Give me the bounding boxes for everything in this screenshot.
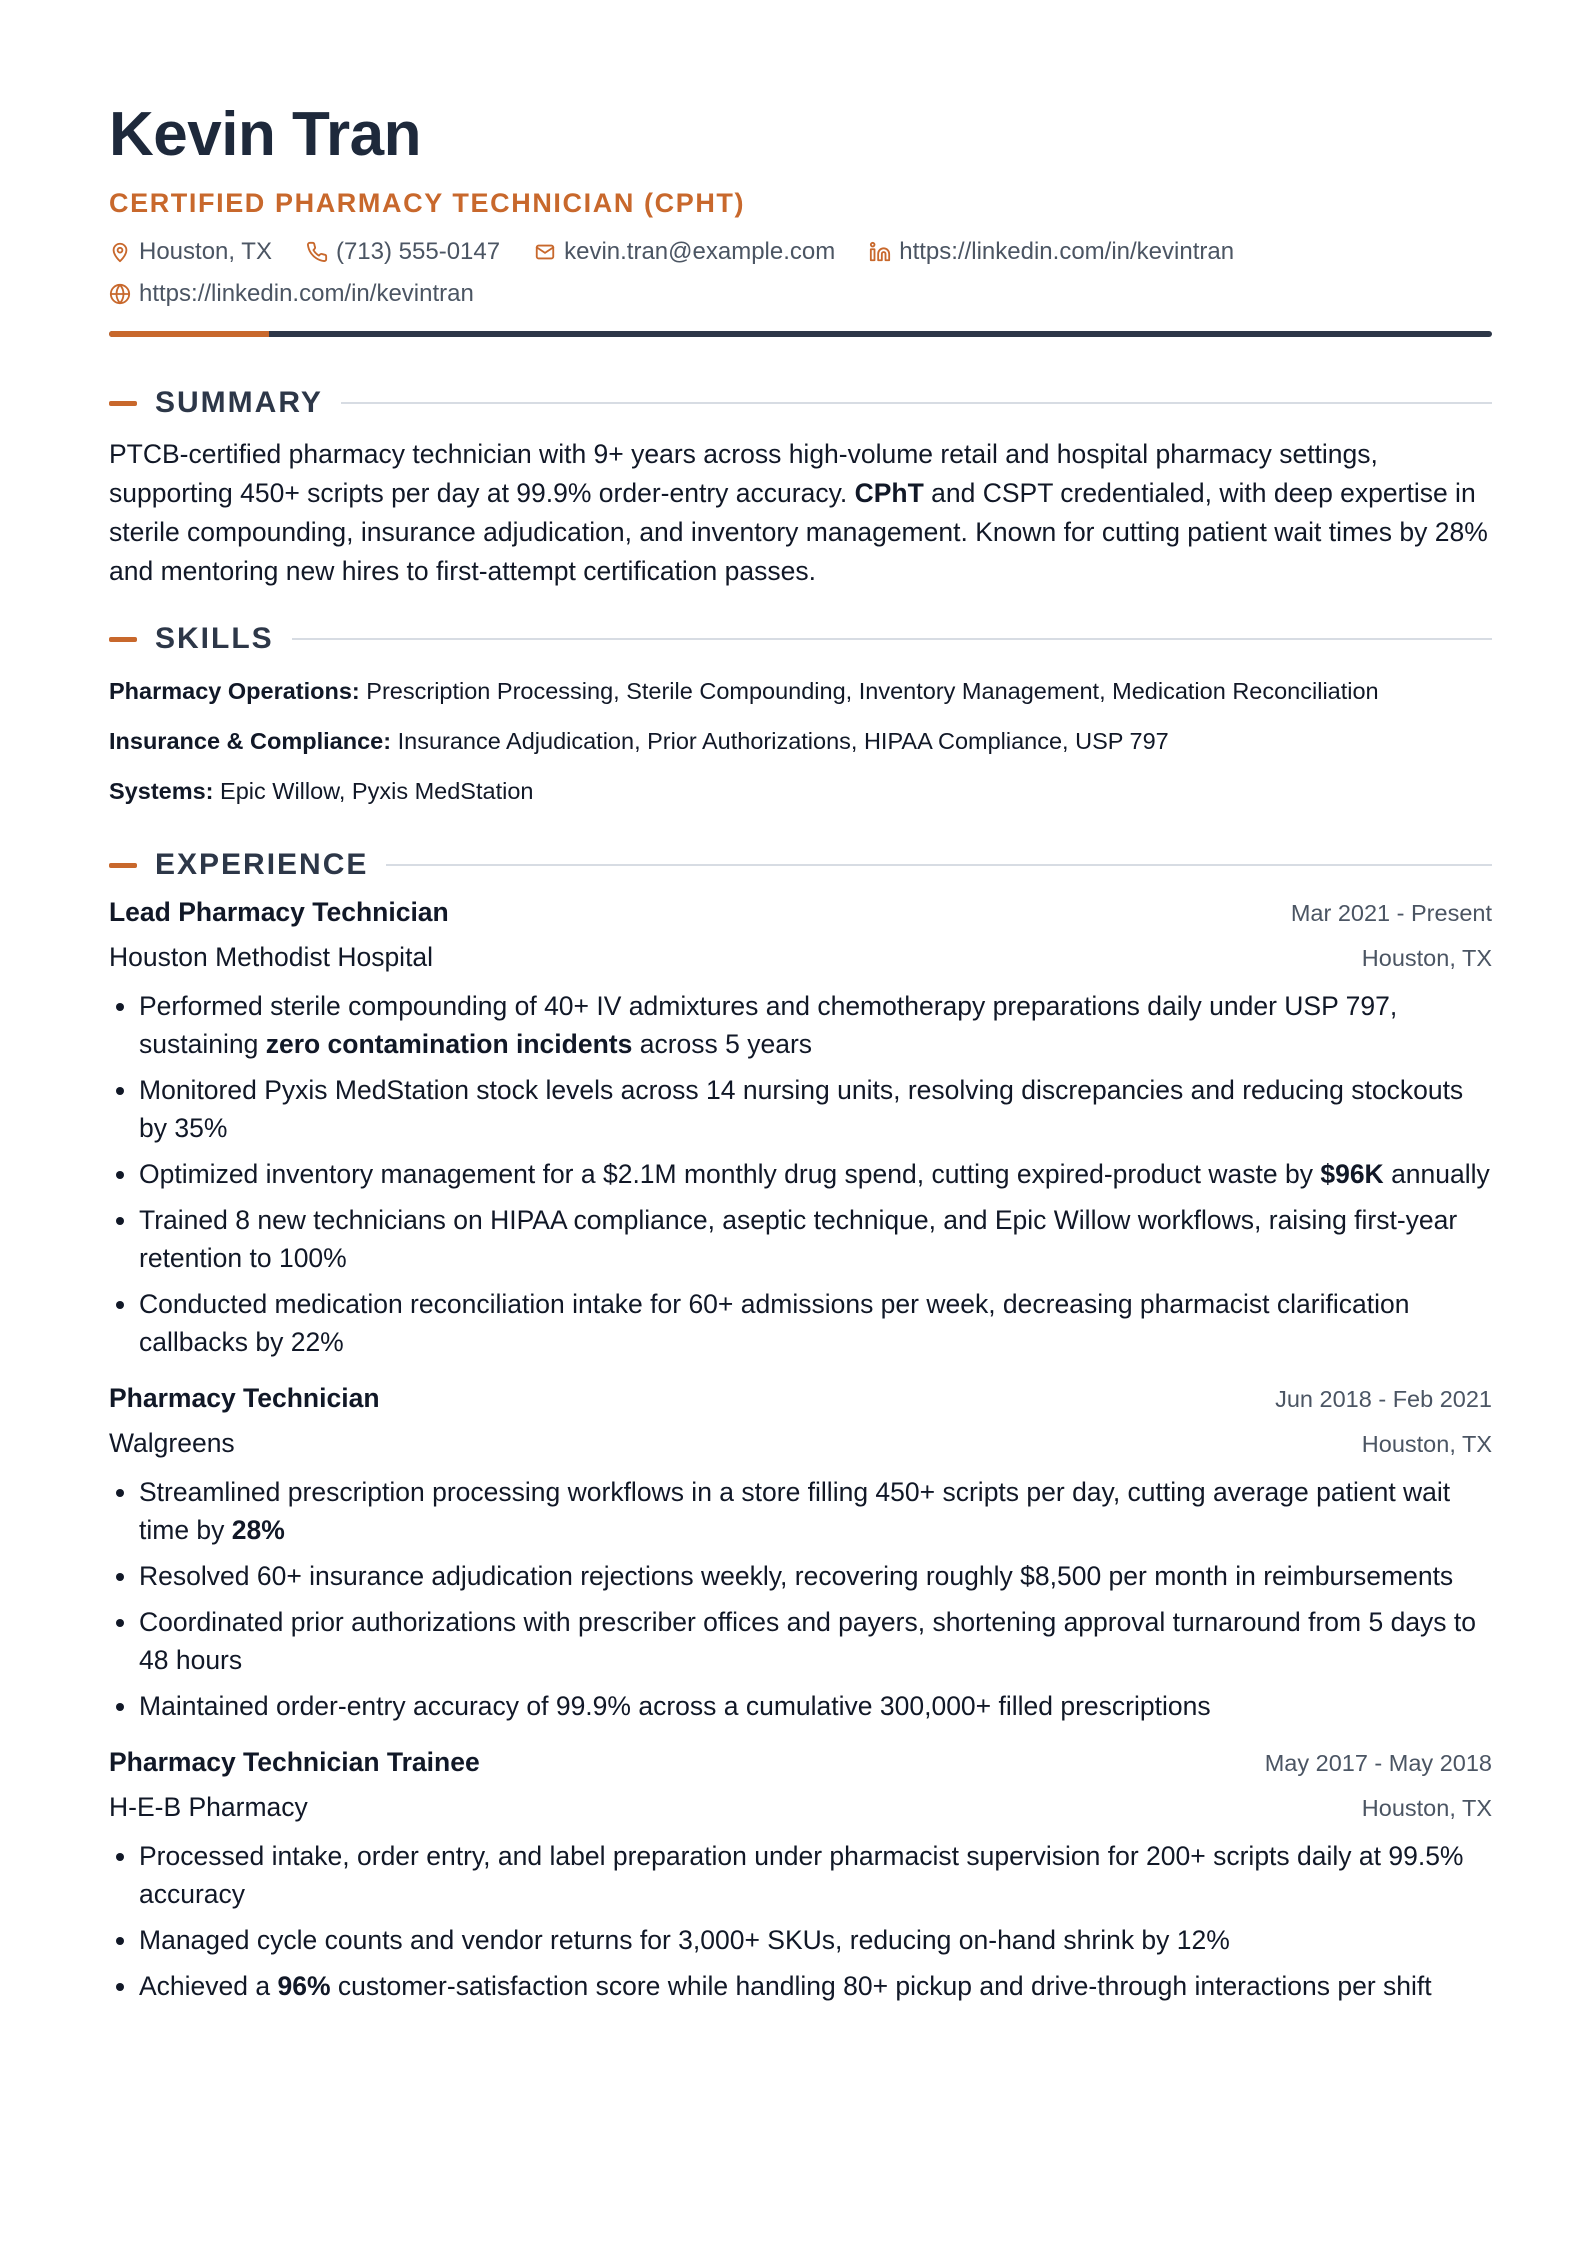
job-entry xyxy=(109,1383,1492,1725)
skill-values: Prescription Processing, Sterile Compounding, Inventory Management, Medication Reconciliation xyxy=(359,678,1379,704)
contact-email-link[interactable]: kevin.tran@example.com xyxy=(564,238,836,265)
job-bullets xyxy=(109,1473,1492,1725)
bullet-text-end: customer-satisfaction score while handling 80+ pickup and drive-through interactions per shift xyxy=(330,1971,1432,2001)
linkedin-icon xyxy=(869,241,891,263)
summary-section xyxy=(109,385,1492,591)
map-pin-icon xyxy=(109,241,131,263)
skills-heading xyxy=(109,621,1492,657)
bullet-item xyxy=(139,1687,1492,1725)
job-org-row xyxy=(109,1428,1492,1459)
job-employer: Houston Methodist Hospital xyxy=(109,942,434,972)
job-location: Houston, TX xyxy=(1361,1431,1492,1457)
bullet-item xyxy=(139,1201,1492,1277)
bullet-text-end: across 5 years xyxy=(632,1029,813,1059)
bullet-text: Monitored Pyxis MedStation stock levels across 14 nursing units, resolving discrepancies and reducing stockouts by 35% xyxy=(139,1075,1464,1143)
section-dash xyxy=(109,863,137,868)
bullet-highlight: $96K xyxy=(1320,1159,1384,1189)
job-title-row xyxy=(109,1383,1492,1414)
skill-row xyxy=(109,675,1492,707)
section-rule xyxy=(341,402,1492,404)
job-bullets xyxy=(109,987,1492,1361)
job-title: Lead Pharmacy Technician xyxy=(109,897,449,927)
header-divider xyxy=(109,331,1492,337)
contact-website xyxy=(109,279,474,309)
bullet-item xyxy=(139,1921,1492,1959)
bullet-text-end: annually xyxy=(1383,1159,1490,1189)
resume-header xyxy=(109,100,1492,337)
job-entry xyxy=(109,897,1492,1361)
skill-values: Insurance Adjudication, Prior Authorizations, HIPAA Compliance, USP 797 xyxy=(391,728,1169,754)
bullet-item xyxy=(139,1967,1492,2005)
summary-text xyxy=(109,435,1492,591)
section-dash xyxy=(109,401,137,406)
contact-location xyxy=(109,237,272,267)
summary-title: SUMMARY xyxy=(155,386,323,419)
job-employer: Walgreens xyxy=(109,1428,235,1458)
bullet-text: Conducted medication reconciliation intake for 60+ admissions per week, decreasing pharmacist clarification callbacks by 22% xyxy=(139,1289,1410,1357)
skills-section xyxy=(109,621,1492,807)
bullet-text: Streamlined prescription processing workflows in a store filling 450+ scripts per day, cutting average patient wait time by xyxy=(139,1477,1451,1545)
section-dash xyxy=(109,637,137,642)
skill-row xyxy=(109,725,1492,757)
bullet-item xyxy=(139,1473,1492,1549)
job-title-row xyxy=(109,897,1492,928)
candidate-name: Kevin Tran xyxy=(109,100,421,169)
job-dates: Jun 2018 - Feb 2021 xyxy=(1275,1386,1492,1412)
bullet-text: Managed cycle counts and vendor returns for 3,000+ SKUs, reducing on-hand shrink by 12% xyxy=(139,1925,1230,1955)
contact-location-text: Houston, TX xyxy=(139,238,272,265)
bullet-item xyxy=(139,1155,1492,1193)
summary-text-part-2: and CSPT credentialed, with deep expertise in sterile compounding, insurance adjudication, and inventory management. Known for cutting patient wait times by 28% and mentoring new hires to first-attempt certification passes. xyxy=(109,478,1488,586)
skill-label: Insurance & Compliance: xyxy=(109,728,392,754)
bullet-text: Resolved 60+ insurance adjudication rejections weekly, recovering roughly $8,500 per month in reimbursements xyxy=(139,1561,1454,1591)
job-dates: Mar 2021 - Present xyxy=(1290,900,1492,926)
bullet-item xyxy=(139,1557,1492,1595)
contact-list xyxy=(109,237,1492,309)
skill-values: Epic Willow, Pyxis MedStation xyxy=(213,778,534,804)
contact-linkedin xyxy=(869,237,1234,267)
bullet-item xyxy=(139,1071,1492,1147)
job-employer: H-E-B Pharmacy xyxy=(109,1792,308,1822)
globe-icon xyxy=(109,283,131,305)
bullet-text: Trained 8 new technicians on HIPAA compliance, aseptic technique, and Epic Willow workflows, raising first-year retention to 100% xyxy=(139,1205,1458,1273)
contact-phone-text[interactable]: (713) 555-0147 xyxy=(335,238,501,265)
summary-heading xyxy=(109,385,1492,421)
contact-website-link[interactable]: https://linkedin.com/in/kevintran xyxy=(139,280,474,307)
bullet-item xyxy=(139,1837,1492,1913)
contact-email xyxy=(534,237,835,267)
summary-text-bold: CPhT xyxy=(854,478,924,508)
contact-phone xyxy=(306,237,500,267)
mail-icon xyxy=(534,241,556,263)
job-location: Houston, TX xyxy=(1361,945,1492,971)
bullet-text: Optimized inventory management for a $2.1M monthly drug spend, cutting expired-product waste by xyxy=(139,1159,1321,1189)
bullet-highlight: 28% xyxy=(231,1515,285,1545)
skills-list xyxy=(109,675,1492,807)
phone-icon xyxy=(306,241,328,263)
section-rule xyxy=(386,864,1492,866)
bullet-highlight: zero contamination incidents xyxy=(265,1029,633,1059)
header-divider-accent xyxy=(109,331,269,337)
contact-linkedin-link[interactable]: https://linkedin.com/in/kevintran xyxy=(899,238,1235,265)
job-location: Houston, TX xyxy=(1361,1795,1492,1821)
skill-label: Pharmacy Operations: xyxy=(109,678,360,704)
bullet-text: Performed sterile compounding of 40+ IV admixtures and chemotherapy preparations daily under USP 797, sustaining xyxy=(139,991,1398,1059)
bullet-text: Processed intake, order entry, and label preparation under pharmacist supervision for 200+ scripts daily at 99.5% accuracy xyxy=(139,1841,1464,1909)
job-org-row xyxy=(109,1792,1492,1823)
job-title: Pharmacy Technician xyxy=(109,1383,380,1413)
job-bullets xyxy=(109,1837,1492,2005)
bullet-item xyxy=(139,1603,1492,1679)
skill-label: Systems: xyxy=(109,778,214,804)
experience-title: EXPERIENCE xyxy=(155,848,369,881)
job-title-row xyxy=(109,1747,1492,1778)
bullet-item xyxy=(139,1285,1492,1361)
section-rule xyxy=(292,638,1492,640)
bullet-text: Maintained order-entry accuracy of 99.9% across a cumulative 300,000+ filled prescriptions xyxy=(139,1691,1211,1721)
candidate-headline: CERTIFIED PHARMACY TECHNICIAN (CPHT) xyxy=(109,188,746,218)
experience-section xyxy=(109,847,1492,2005)
bullet-text: Achieved a xyxy=(139,1971,278,2001)
job-title: Pharmacy Technician Trainee xyxy=(109,1747,480,1777)
summary-text-part-1: PTCB-certified pharmacy technician with 9+ years across high-volume retail and hospital pharmacy settings, supporting 450+ scripts per day at 99.9% order-entry accuracy. xyxy=(109,439,1378,508)
skill-row xyxy=(109,775,1492,807)
bullet-highlight: 96% xyxy=(277,1971,331,2001)
skills-title: SKILLS xyxy=(155,622,274,655)
job-entry xyxy=(109,1747,1492,2005)
experience-heading xyxy=(109,847,1492,883)
job-dates: May 2017 - May 2018 xyxy=(1264,1750,1492,1776)
job-org-row xyxy=(109,942,1492,973)
bullet-text: Coordinated prior authorizations with prescriber offices and payers, shortening approval turnaround from 5 days to 48 hours xyxy=(139,1607,1477,1675)
bullet-item xyxy=(139,987,1492,1063)
